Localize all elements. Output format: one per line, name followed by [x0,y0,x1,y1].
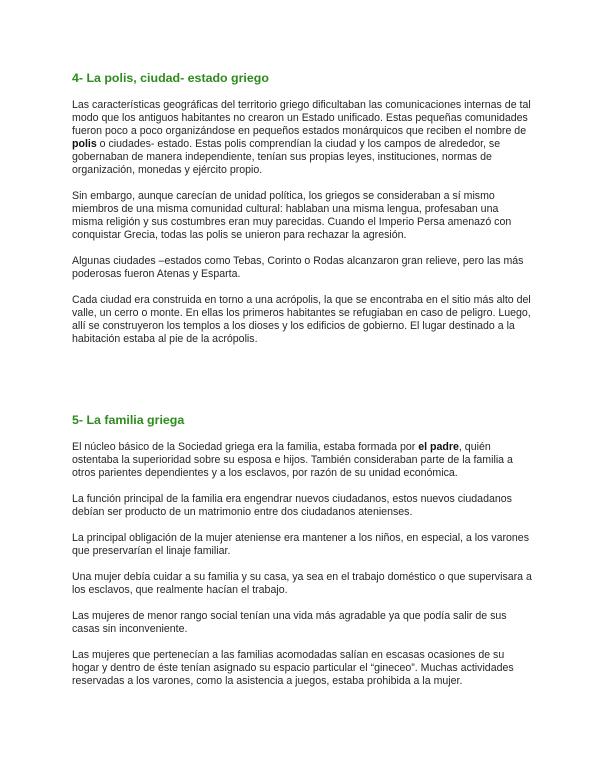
paragraph-familia-4: Una mujer debía cuidar a su familia y su casa, ya sea en el trabajo doméstico o que supervisara a los esclavos, que realmente hacían el trabajo. [72,571,532,596]
paragraph-text: Las características geográficas del territorio griego dificultaban las comunicaciones internas de tal modo que los antiguos habitantes no crearon un Estado unificado. Estas pequeñas comunidades fueron poco a poco organizándose en pequeños estados monárquicos que reciben el nombre de [72,99,531,137]
paragraph-familia-3: La principal obligación de la mujer ateniense era mantener a los niños, en especial, a los varones que preservarían el linaje familiar. [72,532,529,557]
bold-term-padre: el padre [418,441,459,453]
paragraph-familia-6: Las mujeres que pertenecían a las familias acomodadas salían en escasas ocasiones de su hogar y dentro de éste tenían asignado su espacio particular el “gineceo”. Muchas actividades reservadas a los varones, como la asistencia a juegos, estaba prohibida a la mujer. [72,649,514,687]
section-familia [72,413,532,701]
section-title-familia: 5- La familia griega [72,413,185,427]
paragraph-text: , quién ostentaba la superioridad sobre su esposa e hijos. También consideraban parte de la familia a otros parientes dependientes y a los esclavos, por razón de su unidad económica. [72,441,513,479]
paragraph-polis-1 [72,99,532,177]
section-polis [72,71,532,359]
paragraph-polis-3: Algunas ciudades –estados como Tebas, Corinto o Rodas alcanzaron gran relieve, pero las más poderosas fueron Atenas y Esparta. [72,255,524,280]
paragraph-text: o ciudades- estado. Estas polis comprendían la ciudad y los campos de alrededor, se gobernaban de manera independiente, tenían sus propias leyes, instituciones, normas de organización, monedas y ejército propio. [72,138,501,176]
paragraph-polis-4: Cada ciudad era construida en torno a una acrópolis, la que se encontraba en el sitio más alto del valle, un cerro o monte. En ellas los primeros habitantes se refugiaban en caso de peligro. Luego, allí se construyeron los templos a los dioses y los edificios de gobierno. El lugar destinado a la habitación estaba al pie de la acrópolis. [72,294,531,345]
paragraph-familia-5: Las mujeres de menor rango social tenían una vida más agradable ya que podía salir de sus casas sin inconveniente. [72,610,507,635]
paragraph-polis-2: Sin embargo, aunque carecían de unidad política, los griegos se consideraban a sí mismo miembros de una misma comunidad cultural: hablaban una misma lengua, profesaban una misma religión y sus costumbres eran muy parecidas. Cuando el Imperio Persa amenazó con conquistar Grecia, todas las polis se unieron para rechazar la agresión. [72,190,512,241]
paragraph-familia-2: La función principal de la familia era engendrar nuevos ciudadanos, estos nuevos ciudadanos debían ser producto de un matrimonio entre dos ciudadanos atenienses. [72,493,512,518]
paragraph-text: El núcleo básico de la Sociedad griega era la familia, estaba formada por [72,441,419,453]
bold-term-polis: polis [72,138,97,150]
paragraph-familia-1 [72,441,532,480]
section-title-polis: 4- La polis, ciudad- estado griego [72,71,269,85]
